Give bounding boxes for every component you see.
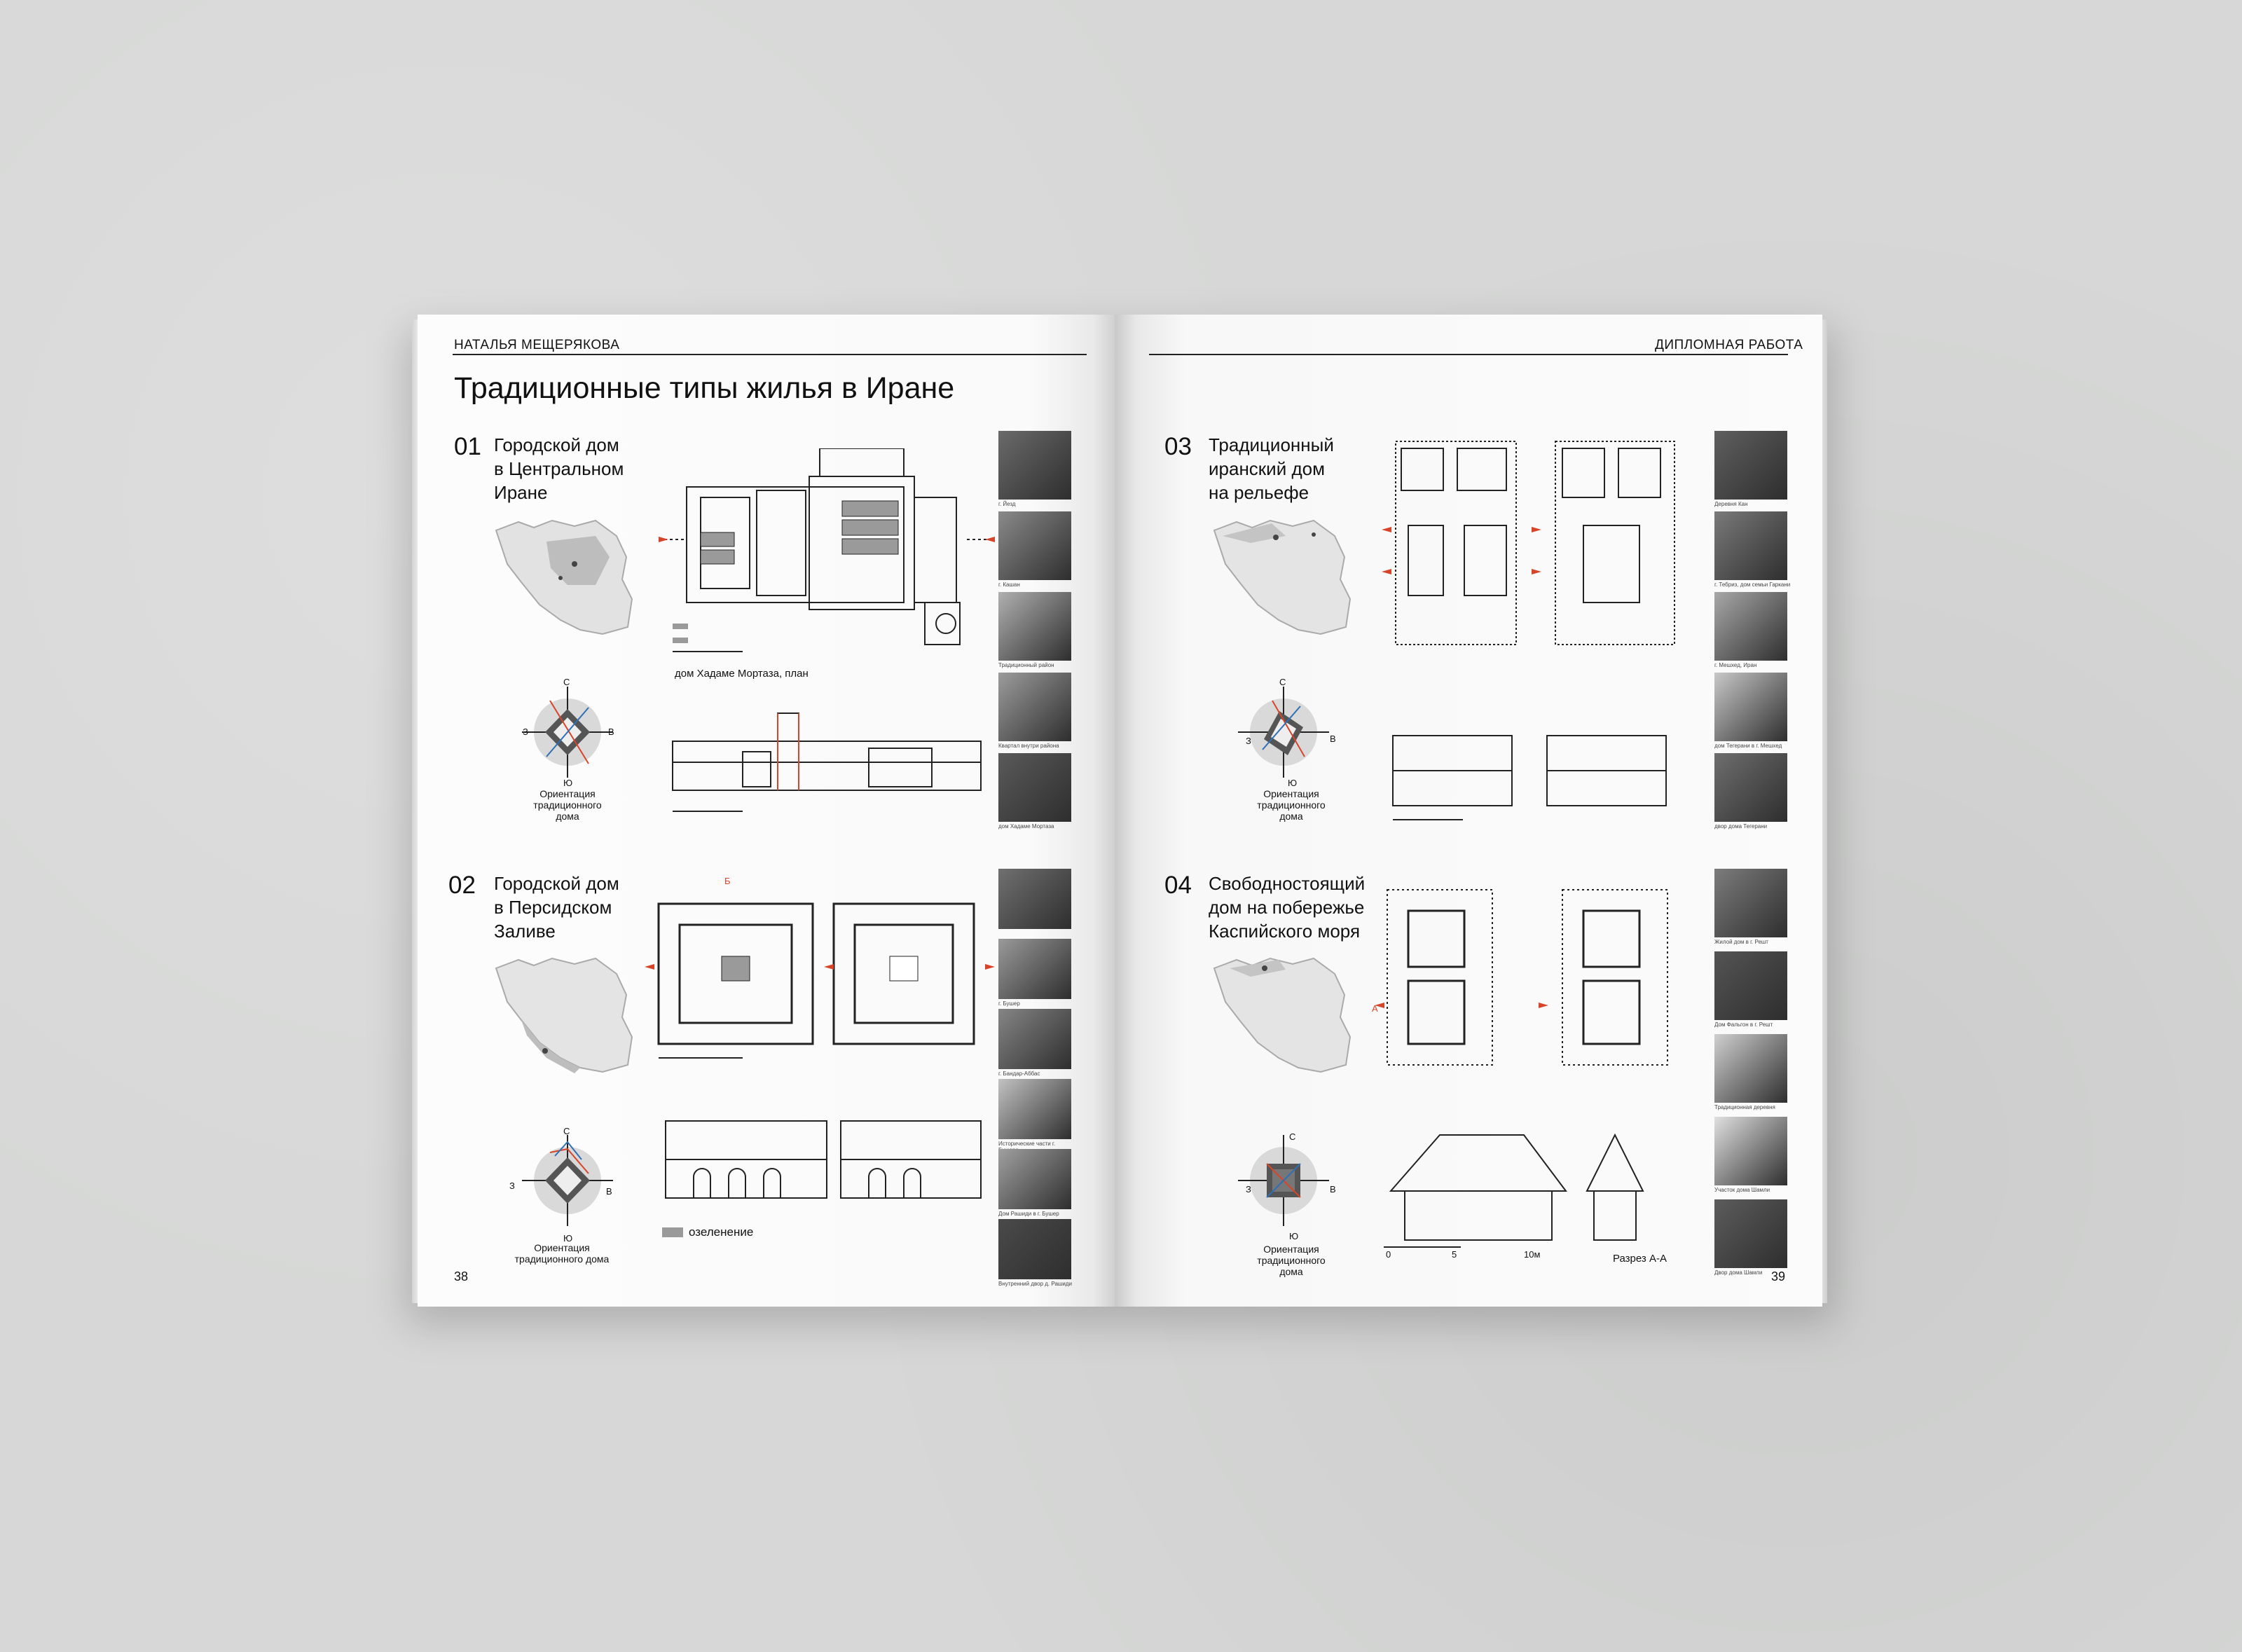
photo-thumbnail bbox=[998, 1149, 1071, 1209]
photo-caption: Двор дома Шамли bbox=[1714, 1269, 1763, 1276]
section-02-title: Городской дом в Персидском Заливе bbox=[494, 873, 619, 942]
section-03-number: 03 bbox=[1164, 433, 1192, 460]
photo-thumbnail bbox=[1714, 951, 1787, 1020]
page-number-right: 39 bbox=[1771, 1269, 1786, 1283]
map-iran-04 bbox=[1209, 953, 1356, 1079]
page-title: Традиционные типы жилья в Иране bbox=[454, 371, 955, 405]
plan-drawing-01 bbox=[659, 448, 995, 659]
photo-caption: Жилой дом в г. Решт bbox=[1714, 939, 1768, 945]
compass-s-03: Ю bbox=[1288, 778, 1298, 788]
photo-thumbnail bbox=[1714, 1117, 1787, 1185]
compass-w-04: З bbox=[1246, 1184, 1251, 1195]
photo-caption: г. Кашан bbox=[998, 581, 1020, 588]
compass-w-02: З bbox=[509, 1181, 515, 1191]
photo-thumbnail bbox=[998, 673, 1071, 741]
map-iran-02 bbox=[490, 953, 638, 1079]
photo-caption: двор дома Тегерани bbox=[1714, 823, 1768, 830]
photo-thumbnail bbox=[998, 511, 1071, 580]
section-04-number: 04 bbox=[1164, 872, 1192, 899]
photo-caption: Традиционная деревня bbox=[1714, 1104, 1775, 1110]
section-drawings-02 bbox=[652, 1107, 988, 1212]
elevation-drawing-04 bbox=[1384, 1121, 1685, 1254]
photo-caption: Дом Рашиди в г. Бушер bbox=[998, 1211, 1059, 1217]
running-header-author: НАТАЛЬЯ МЕЩЕРЯКОВА bbox=[454, 338, 620, 352]
section-01-title: Городской дом в Центральном Иране bbox=[494, 434, 624, 503]
photo-caption: г. Йезд bbox=[998, 501, 1016, 507]
photo-caption: г. Тебриз, дом семьи Гаркани bbox=[1714, 581, 1791, 588]
legend-greenery-label: озеленение bbox=[689, 1225, 754, 1239]
photo-caption: г. Бандар-Аббас bbox=[998, 1071, 1040, 1077]
orientation-label-03: Ориентация традиционного дома bbox=[1257, 788, 1326, 822]
mark-a-04: А bbox=[1372, 1003, 1378, 1014]
photo-caption: Традиционный район bbox=[998, 662, 1054, 668]
photo-thumbnail bbox=[1714, 431, 1787, 500]
photo-thumbnail bbox=[998, 1009, 1071, 1069]
photo-caption: дом Тегерани в г. Мешхед bbox=[1714, 743, 1782, 749]
photo-thumbnail bbox=[998, 431, 1071, 500]
compass-e-03: В bbox=[1330, 734, 1336, 744]
compass-w-01: З bbox=[523, 727, 528, 737]
plan-drawings-04 bbox=[1373, 883, 1696, 1072]
photo-thumbnail bbox=[1714, 869, 1787, 937]
photo-caption: Внутренний двор д. Рашиди bbox=[998, 1281, 1072, 1287]
orientation-label-02: Ориентация традиционного дома bbox=[514, 1242, 610, 1265]
compass-s-02: Ю bbox=[563, 1233, 573, 1244]
compass-s-01: Ю bbox=[563, 778, 573, 788]
map-iran-03 bbox=[1209, 515, 1356, 641]
photo-caption: Дом Фальгон в г. Решт bbox=[1714, 1021, 1773, 1028]
photo-caption: Участок дома Шамли bbox=[1714, 1187, 1770, 1193]
photo-thumbnail bbox=[998, 939, 1071, 999]
header-rule-left bbox=[453, 354, 1087, 355]
compass-n-04: С bbox=[1289, 1131, 1296, 1142]
plan-caption-01: дом Хадаме Мортаза, план bbox=[675, 668, 809, 680]
page-number-left: 38 bbox=[454, 1269, 469, 1283]
scale-10-04: 10м bbox=[1524, 1249, 1541, 1260]
photo-caption: дом Хадаме Мортаза bbox=[998, 823, 1054, 830]
plan-drawings-02 bbox=[645, 890, 995, 1065]
orientation-diagram-04 bbox=[1227, 1121, 1340, 1233]
compass-e-02: В bbox=[606, 1186, 612, 1197]
mark-b-02: Б bbox=[724, 876, 731, 886]
orientation-label-04: Ориентация традиционного дома bbox=[1257, 1244, 1326, 1277]
photo-caption: Деревня Кан bbox=[1714, 501, 1748, 507]
photo-thumbnail bbox=[998, 1219, 1071, 1279]
section-03-title: Традиционный иранский дом на рельефе bbox=[1209, 434, 1334, 503]
legend-greenery-swatch bbox=[662, 1227, 683, 1237]
photo-thumbnail bbox=[1714, 592, 1787, 661]
compass-e-01: В bbox=[608, 727, 614, 737]
orientation-label-01: Ориентация традиционного дома bbox=[533, 788, 602, 822]
compass-n-02: С bbox=[563, 1126, 570, 1136]
section-drawing-01 bbox=[659, 699, 995, 818]
header-rule-right bbox=[1149, 354, 1788, 355]
photo-thumbnail bbox=[998, 1079, 1071, 1139]
compass-n-01: С bbox=[563, 677, 570, 687]
running-header-work: ДИПЛОМНАЯ РАБОТА bbox=[1655, 338, 1803, 352]
orientation-diagram-03 bbox=[1227, 673, 1340, 785]
orientation-diagram-02 bbox=[511, 1121, 624, 1233]
photo-thumbnail bbox=[1714, 1034, 1787, 1103]
photo-caption: Исторические части г. bbox=[998, 1141, 1056, 1147]
section-02-number: 02 bbox=[448, 872, 476, 899]
photo-thumbnail bbox=[998, 869, 1071, 929]
photo-thumbnail bbox=[1714, 753, 1787, 822]
compass-w-03: З bbox=[1246, 736, 1251, 746]
photo-thumbnail bbox=[1714, 511, 1787, 580]
section-aa-label: Разрез А-А bbox=[1613, 1253, 1667, 1265]
compass-n-03: С bbox=[1279, 677, 1286, 687]
map-iran-01 bbox=[490, 515, 638, 641]
photo-thumbnail bbox=[1714, 1199, 1787, 1268]
photo-caption: Квартал внутри района bbox=[998, 743, 1059, 749]
photo-thumbnail bbox=[998, 592, 1071, 661]
orientation-diagram-01 bbox=[511, 673, 624, 785]
photo-caption: г. Бушер bbox=[998, 1000, 1020, 1007]
photo-thumbnail bbox=[998, 753, 1071, 822]
compass-e-04: В bbox=[1330, 1184, 1336, 1195]
plan-drawings-03 bbox=[1373, 434, 1696, 652]
scale-0-04: 0 bbox=[1386, 1249, 1391, 1260]
section-04-title: Свободностоящий дом на побережье Каспийского моря bbox=[1209, 873, 1366, 942]
section-01-number: 01 bbox=[454, 433, 481, 460]
photo-thumbnail bbox=[1714, 673, 1787, 741]
section-drawing-03 bbox=[1386, 722, 1680, 827]
photo-caption: г. Мешхед, Иран bbox=[1714, 662, 1757, 668]
scale-5-04: 5 bbox=[1452, 1249, 1457, 1260]
compass-s-04: Ю bbox=[1289, 1231, 1299, 1241]
